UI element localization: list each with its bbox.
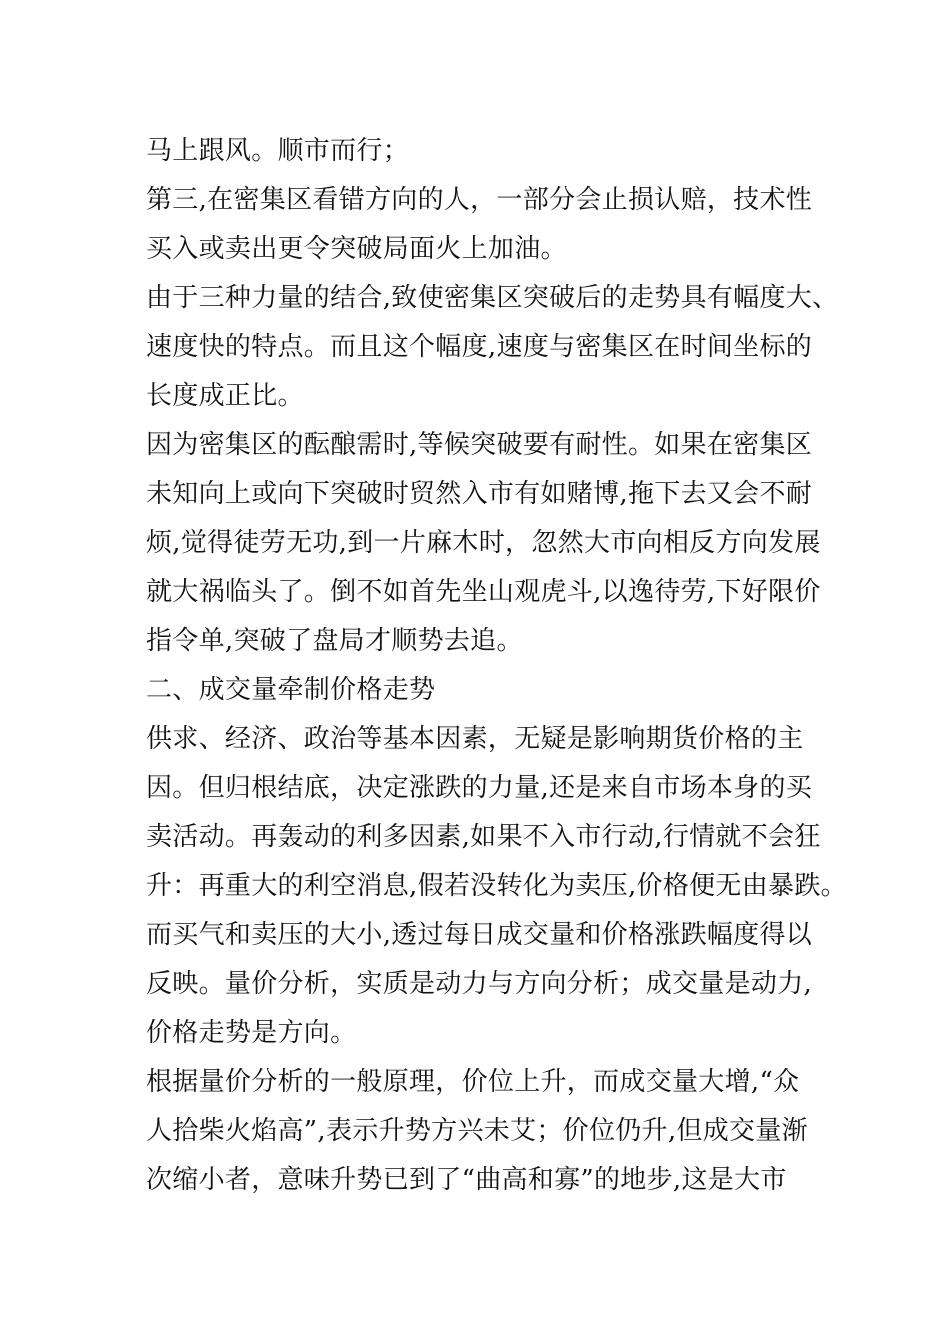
text-line: 由于三种力量的结合,致使密集区突破后的走势具有幅度大、 xyxy=(146,283,839,313)
text-line: 烦,觉得徒劳无功,到一片麻木时，忽然大市向相反方向发展 xyxy=(146,528,821,558)
text-line: 升：再重大的利空消息,假若没转化为卖压,价格便无由暴跌。 xyxy=(146,871,847,901)
text-line: 反映。量价分析，实质是动力与方向分析；成交量是动力, xyxy=(146,969,813,999)
body-text xyxy=(146,127,847,1205)
text-line: 买入或卖出更令突破局面火上加油。 xyxy=(146,234,567,264)
text-line: 因。但归根结底，决定涨跌的力量,还是来自市场本身的买 xyxy=(146,773,813,803)
text-line: 供求、经济、政治等基本因素，无疑是影响期货价格的主 xyxy=(146,724,804,754)
text-line: 价格走势是方向。 xyxy=(146,1018,357,1048)
text-line: 次缩小者，意味升势已到了“曲高和寡”的地步,这是大市 xyxy=(146,1165,787,1195)
text-line: 根据量价分析的一般原理，价位上升，而成交量大增,“众 xyxy=(146,1067,800,1097)
text-line: 未知向上或向下突破时贸然入市有如赌博,拖下去又会不耐 xyxy=(146,479,813,509)
text-line: 第三,在密集区看错方向的人，一部分会止损认赔，技术性 xyxy=(146,185,813,215)
text-line: 因为密集区的酝酿需时,等候突破要有耐性。如果在密集区 xyxy=(146,430,813,460)
text-line: 长度成正比。 xyxy=(146,381,304,411)
section-heading: 二、成交量牵制价格走势 xyxy=(146,675,436,705)
text-line: 指令单,突破了盘局才顺势去追。 xyxy=(146,626,523,656)
text-line: 而买气和卖压的大小,透过每日成交量和价格涨跌幅度得以 xyxy=(146,920,813,950)
text-line: 人拾柴火焰高”,表示升势方兴未艾；价位仍升,但成交量渐 xyxy=(146,1116,808,1146)
text-line: 卖活动。再轰动的利多因素,如果不入市行动,行情就不会狂 xyxy=(146,822,821,852)
text-line: 就大祸临头了。倒不如首先坐山观虎斗,以逸待劳,下好限价 xyxy=(146,577,821,607)
text-line: 速度快的特点。而且这个幅度,速度与密集区在时间坐标的 xyxy=(146,332,813,362)
text-line: 马上跟风。顺市而行； xyxy=(146,136,410,166)
